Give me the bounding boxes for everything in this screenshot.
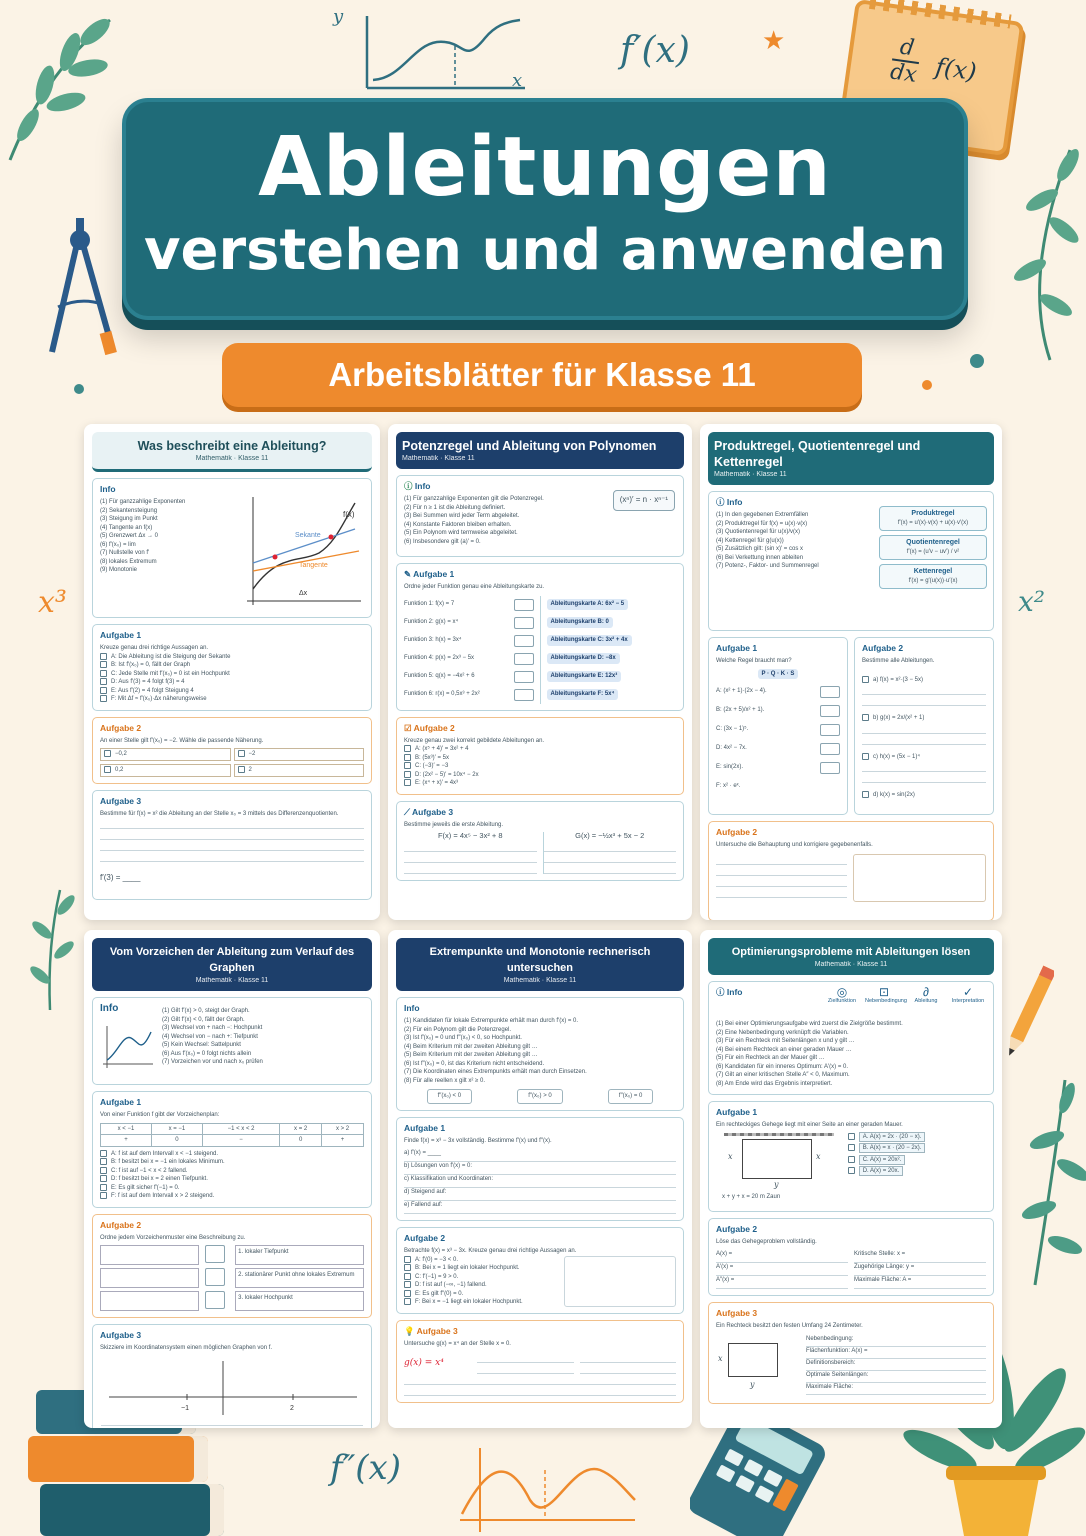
chain-rule-card — [879, 564, 987, 589]
answer-box[interactable] — [205, 1245, 225, 1263]
task-1-section: Aufgabe 1 Kreuze genau drei richtige Aussagen an. A: Die Ableitung ist die Steigung der Sekante B: Ist f′(x₀) = 0, fällt der Graph C: Jede Stelle mit f′(x₀) = 0 ist ein Hochpunkt D: Aus f′(3) = 4 folgt f(3) = 4 E: Aus f′(2) = 4 folgt Steigung 4 F: Mit Δf ≈ f′(x₀)·Δx näherungsweise — [92, 624, 372, 711]
page-title-line-2: verstehen und anwenden — [144, 218, 946, 283]
task-1-heading: Aufgabe 1 — [716, 1107, 758, 1117]
derivative-card-f[interactable]: Ableitungskarte F: 5x⁴ — [547, 689, 619, 700]
worksheet-1 — [84, 424, 380, 920]
power-rule-formula: (xⁿ)′ = n · xⁿ⁻¹ — [613, 490, 675, 511]
option-label: A. A(x) = 2x · (20 − x). — [859, 1132, 926, 1142]
answer-line[interactable]: Maximale Fläche: A = — [854, 1276, 986, 1289]
task-3-function-f: F(x) = 4x⁵ − 3x² + 8 — [437, 831, 503, 841]
rule-name: Quotientenregel — [906, 539, 960, 546]
task-1-section: Aufgabe 1 Finde f(x) = x³ − 3x vollständig. Bestimme f′(x) und f″(x). a) f′(x) = ____ b) Lösungen von f′(x) = 0: c) Klassifikation und Koordinaten: d) Steigend auf: e) Fallend auf: — [396, 1117, 684, 1222]
condition-box: f″(x₀) < 0 — [427, 1089, 472, 1104]
answer-field[interactable]: f′(3) = ____ — [100, 873, 141, 883]
task-3-heading: Aufgabe 3 — [416, 1325, 458, 1336]
checkbox[interactable] — [404, 771, 411, 778]
option-label: 2 — [248, 767, 252, 774]
checkbox[interactable] — [404, 1273, 411, 1280]
table-cell: + — [322, 1135, 364, 1147]
task-3-section: 💡 Aufgabe 3 Untersuche g(x) = x⁴ an der Stelle x = 0. g(x) = x⁴ — [396, 1320, 684, 1404]
rule-formula: f′(x) = (u′v − uv′) / v² — [906, 548, 960, 555]
option-label: D. A(x) = 20x. — [859, 1166, 904, 1176]
worksheet-4 — [84, 930, 380, 1428]
pencil-icon — [1004, 958, 1054, 1068]
condition-box: f″(x₀) > 0 — [517, 1089, 562, 1104]
graph-label-fx: f(x) — [343, 510, 355, 519]
info-heading: Info — [100, 484, 116, 494]
notebook-fx: f(x) — [933, 52, 979, 87]
sign-table — [100, 1123, 364, 1147]
option-label: D: (2x² − 5)′ = 10x⁴ − 2x — [415, 771, 479, 778]
answer-box[interactable] — [514, 635, 534, 647]
worksheet-5-subtitle: Mathematik · Klasse 11 — [503, 977, 577, 984]
dot-decor — [74, 384, 84, 394]
x-squared-label: x² — [1018, 585, 1046, 618]
answer-box[interactable] — [514, 689, 534, 701]
option-label: D: f ist auf (−∞, −1) fallend. — [415, 1282, 487, 1289]
option-label: d) k(x) = sin(2x) — [873, 792, 915, 799]
checkbox[interactable] — [104, 750, 111, 757]
rule-name: Produktregel — [911, 510, 955, 517]
answer-box[interactable] — [820, 686, 840, 698]
task-2-heading: Aufgabe 2 — [716, 1223, 758, 1234]
task-3-heading: Aufgabe 3 — [100, 795, 142, 806]
info-section: ⓘ Info (1) In den gegebenen Extremfällen (2) Produktregel für f(x) = u(x)·v(x) (3) Quotientenregel für u(x)/v(x) (4) Kettenregel für g(u(x)) (5) Zusätzlich gilt: (sin x)′ = cos x (6) Bei Verkettung innen ableiten (7) Potenz-, Faktor- und Summenregel Produktregel f′(x) = u′(x)·v(x) + u(x)·v′(x) Quotientenregel f′(x) = (u′v − uv′) / v² Kettenregel f′(x) = g′(u(x))·u′(x) — [708, 491, 994, 631]
derivative-card-c[interactable]: Ableitungskarte C: 3x² + 4x — [547, 635, 632, 646]
table-header-cell: x = 2 — [280, 1123, 322, 1135]
task-2-section: Aufgabe 2 Löse das Gehegeproblem vollständig. A(x) = A′(x) = A″(x) = Kritische Stelle: x = Zugehörige Länge: y = Maximale Fläche: A = — [708, 1218, 994, 1297]
option-label: E: sin(2x). — [716, 764, 744, 771]
task-2-section: Aufgabe 2 Bestimme alle Ableitungen. a) f(x) = x²·(3 − 5x) b) g(x) = 2x/(x² + 1) c) h(x) = (5x − 1)⁴ d) k(x) = sin(2x) — [854, 637, 994, 815]
derivative-card-e[interactable]: Ableitungskarte E: 12x³ — [547, 671, 622, 682]
info-circle-icon: ⓘ — [716, 987, 725, 997]
answer-box[interactable] — [514, 671, 534, 683]
function-3: Funktion 3: h(x) = 3x⁴ — [404, 637, 462, 644]
pencil-icon: ✎ — [404, 569, 412, 579]
table-header-cell: −1 < x < 2 — [202, 1123, 279, 1135]
task-2-section: Aufgabe 2 Betrachte f(x) = x³ − 3x. Kreuze genau drei richtige Aussagen an. A: f′(0) = −3 < 0. B: Bei x = 1 liegt ein lokaler Hochpunkt. C: f′(−1) = 9 > 0. D: f ist auf (−∞, −1) fallend. E: Es gilt f″(0) = 0. F: Bei x = −1 liegt ein lokaler Hochpunkt. — [396, 1227, 684, 1314]
task-1-heading: Aufgabe 1 — [404, 1122, 446, 1133]
checkbox[interactable] — [862, 676, 869, 683]
answer-box[interactable] — [514, 617, 534, 629]
option-label: A: (x⁵ + 4)′ = 3x² + 4 — [415, 746, 469, 753]
option-label: a) f(x) = x²·(3 − 5x) — [873, 676, 924, 683]
task-3-section: Aufgabe 3 Ein Rechteck besitzt den festen Umfang 24 Zentimeter. x y Nebenbedingung: Flächenfunktion: A(x) = Definitionsbereich: Optimale Seitenlängen: Maximale Fläche: — [708, 1302, 994, 1404]
answer-line[interactable]: Optimale Seitenlängen: — [806, 1371, 986, 1383]
table-header-cell: x < −1 — [101, 1123, 152, 1135]
info-heading: Info — [404, 1003, 420, 1013]
answer-box[interactable] — [514, 653, 534, 665]
option-label: B. A(x) = x · (20 − 2x). — [859, 1143, 926, 1153]
worksheet-3 — [700, 424, 1002, 920]
axis-graph-icon — [345, 8, 535, 98]
option-label: F: — [111, 696, 117, 703]
lightbulb-icon: 💡 — [404, 1325, 415, 1336]
dot-decor — [970, 354, 984, 368]
axis-x-label: x — [512, 70, 523, 91]
page-title: Ableitungen — [258, 120, 832, 215]
checkbox[interactable] — [238, 766, 245, 773]
option-label: D: 4x² − 7x. — [716, 745, 747, 752]
table-header-cell: x = −1 — [151, 1123, 202, 1135]
worksheet-2-subtitle: Mathematik · Klasse 11 — [402, 455, 475, 462]
checkmark-icon: ☑ — [404, 722, 412, 733]
table-cell: 0 — [280, 1135, 322, 1147]
rule-code-legend: P · Q · K · S — [758, 669, 799, 680]
quotient-rule-card — [879, 535, 987, 560]
checkbox[interactable] — [404, 1290, 411, 1297]
checkbox[interactable] — [100, 695, 107, 702]
f-prime-label: f′(x) — [620, 30, 690, 71]
checkbox[interactable] — [862, 791, 869, 798]
task-2-section: Aufgabe 2 Ordne jedem Vorzeichenmuster eine Beschreibung zu. 1. lokaler Tiefpunkt 2. stationärer Punkt ohne lokales Extremum 3. lokaler Hochpunkt — [92, 1214, 372, 1319]
option-label: B: Bei x = 1 liegt ein lokaler Hochpunkt. — [415, 1265, 520, 1272]
graph-sketch — [101, 1024, 155, 1070]
target-icon: ◎ — [836, 985, 848, 999]
checkbox[interactable] — [100, 1184, 107, 1191]
checkbox[interactable] — [848, 1167, 855, 1174]
checkbox[interactable] — [100, 1167, 107, 1174]
task-1-section: Aufgabe 1 Von einer Funktion f gibt der Vorzeichenplan: x < −1 x = −1 −1 < x < 2 x = 2 x > 2 + 0 − 0 + A: f ist auf dem Intervall x < −1 steigend. B: f besitzt bei x = −1 ein lokales Minimum. C: f ist auf −1 < x < 2 fallend. D: f besitzt bei x = 2 einen Tiefpunkt. E: Es gilt sicher f′(−1) = 0. F: f ist auf dem Intervall x > 2 steigend. — [92, 1091, 372, 1208]
option-label: D: — [111, 679, 117, 686]
task-3-section: Aufgabe 3 Bestimme für f(x) = x² die Ableitung an der Stelle x₀ = 3 mittels des Differenzenquotienten. f′(3) = ____ — [92, 790, 372, 900]
worksheet-5-title: Extrempunkte und Monotonie rechnerisch untersuchen — [429, 946, 651, 974]
rule-formula: f′(x) = g′(u(x))·u′(x) — [908, 577, 958, 584]
info-heading: Info — [726, 987, 743, 997]
worksheet-3-subtitle: Mathematik · Klasse 11 — [714, 471, 787, 478]
option-label: C: (3x − 1)⁵. — [716, 726, 749, 733]
task-3-section: Aufgabe 3 Skizziere im Koordinatensystem einen möglichen Graphen von f. −1 2 — [92, 1324, 372, 1428]
compass-icon — [40, 212, 130, 372]
checkbox[interactable] — [100, 678, 107, 685]
task-2-heading: Aufgabe 2 — [862, 643, 904, 653]
checkbox[interactable] — [848, 1133, 855, 1140]
function-1: Funktion 1: f(x) = 7 — [404, 601, 455, 608]
worksheet-3-header — [708, 432, 994, 485]
info-heading: Info — [726, 497, 743, 507]
answer-box[interactable] — [820, 705, 840, 717]
task-3-section: ⟋ Aufgabe 3 Bestimme jeweils die erste Ableitung. F(x) = 4x⁵ − 3x² + 8 G(x) = −½x³ + 5x − 2 — [396, 801, 684, 881]
answer-line[interactable]: Maximale Fläche: — [806, 1383, 986, 1395]
checkbox[interactable] — [100, 1150, 107, 1157]
task-3-heading: Aufgabe 3 — [716, 1308, 758, 1318]
function-4: Funktion 4: p(x) = 2x³ − 5x — [404, 655, 475, 662]
derivative-icon: ∂ — [923, 985, 929, 999]
table-cell: 0 — [151, 1135, 202, 1147]
worksheet-5 — [388, 930, 692, 1428]
info-heading: Info — [100, 1003, 119, 1014]
info-section: ⓘ Info ◎ Zielfunktion ⊡ Nebenbedingung ∂ Ableitung ✓ Interpretation (1) Bei einer Optimierungsaufgabe wird zuerst die Zielgröße bestimmt. (2) Eine Nebenbedingung verknüpft die Variablen. (3) Für ein Rechteck mit Seitenlängen x und y gilt … (4) Bei einem Rechteck an einer geraden Mauer … (5) Für ein Rechteck an der Mauer gilt … (6) Kandidaten für ein inneres Optimum: A′(x) = 0. (7) Gilt an einer kritischen Stelle A″ < 0, Maximum. (8) Am Ende wird das Ergebnis interpretiert. — [708, 981, 994, 1095]
answer-line[interactable]: Zugehörige Länge: y = — [854, 1263, 986, 1276]
secant-tangent-graph — [239, 493, 365, 613]
info-section: Info (1) Für ganzzahlige Exponenten (2) Sekantensteigung (3) Steigung im Punkt (4) Tangente an f(x) (5) Grenzwert Δx → 0 (6) f′(x₀) = lim (7) Nullstelle von f′ (8) lokales Extremum (9) Monotonie Sekante Tangente f(x) Δx — [92, 478, 372, 618]
bottom-curve-graph-icon — [450, 1440, 640, 1536]
checkbox[interactable] — [404, 1256, 411, 1263]
worksheet-1-subtitle: Mathematik · Klasse 11 — [195, 455, 269, 462]
checkbox[interactable] — [100, 1175, 107, 1182]
worksheet-4-subtitle: Mathematik · Klasse 11 — [195, 977, 269, 984]
step-label: Nebenbedingung — [865, 997, 907, 1004]
option-label: C: (−3)′ = −3 — [415, 763, 449, 770]
checkbox[interactable] — [100, 1158, 107, 1165]
task-3-heading: Aufgabe 3 — [100, 1330, 142, 1341]
option-label: B: (2x + 5)/x² + 1). — [716, 707, 765, 714]
option-label: 0,2 — [115, 767, 124, 774]
answer-line[interactable]: Nebenbedingung: — [806, 1335, 986, 1347]
checkbox[interactable] — [238, 750, 245, 757]
answer-box[interactable] — [514, 599, 534, 611]
option-label: B: — [111, 662, 117, 669]
table-cell: + — [101, 1135, 152, 1147]
option-label: F: Bei x = −1 liegt ein lokaler Hochpunkt. — [415, 1299, 523, 1306]
checkbox[interactable] — [848, 1144, 855, 1151]
task-1-heading: Aufgabe 1 — [100, 1097, 142, 1107]
constraint-icon: ⊡ — [878, 985, 890, 999]
task-2-heading: Aufgabe 2 — [404, 1233, 446, 1243]
info-circle-icon: ⓘ — [404, 481, 413, 491]
option-label: C: f′(−1) = 9 > 0. — [415, 1273, 459, 1280]
checkbox[interactable] — [404, 762, 411, 769]
answer-line[interactable]: A′(x) = — [716, 1263, 848, 1276]
description-card[interactable]: 2. stationärer Punkt ohne lokales Extremum — [235, 1268, 364, 1288]
axis-tick-label: 2 — [290, 1405, 294, 1413]
condition-box: f″(x₀) = 0 — [608, 1089, 653, 1104]
task-2-heading: Aufgabe 2 — [100, 722, 142, 733]
option-label: E: — [111, 687, 117, 694]
task-3-function: g(x) = x⁴ — [404, 1358, 444, 1369]
rule-formula: f′(x) = u′(x)·v(x) + u(x)·v′(x) — [897, 519, 969, 526]
leaf-branch-left-mid — [20, 885, 80, 1015]
answer-box[interactable] — [820, 762, 840, 774]
checkbox[interactable] — [862, 714, 869, 721]
task-1-heading: Aufgabe 1 — [413, 569, 455, 579]
worksheet-6 — [700, 930, 1002, 1428]
checkbox[interactable] — [404, 745, 411, 752]
checkbox[interactable] — [848, 1156, 855, 1163]
worksheet-3-title: Produktregel, Quotientenregel und Kettenregel — [714, 439, 921, 469]
option-label: c) h(x) = (5x − 1)⁴ — [873, 753, 920, 760]
f-double-prime-label: f″(x) — [330, 1448, 401, 1488]
calculator-icon — [690, 1412, 840, 1536]
worksheet-2-header — [396, 432, 684, 469]
option-label: C. A(x) = 20x². — [859, 1155, 906, 1165]
option-label: C: — [111, 670, 117, 677]
answer-line[interactable]: Kritische Stelle: x = — [854, 1250, 986, 1263]
option-label: E: Es gilt f″(0) = 0. — [415, 1290, 464, 1297]
option-label: A: — [111, 653, 117, 660]
answer-line[interactable]: Definitionsbereich: — [806, 1359, 986, 1371]
checkbox[interactable] — [404, 754, 411, 761]
worksheet-4-title: Vom Vorzeichen der Ableitung zum Verlauf des Graphen — [109, 946, 355, 974]
task-1-section: Aufgabe 1 Ein rechteckiges Gehege liegt mit einer Seite an einer geraden Mauer. x x y x + y + x = 20 m Zaun A. A(x) = 2x · (20 − x). B. A(x) = x · (20 − 2x). C. A(x) = 20x². D. A(x) = 20x. — [708, 1101, 994, 1212]
checkbox[interactable] — [100, 687, 107, 694]
function-6: Funktion 6: r(x) = 0,5x³ + 2x² — [404, 691, 480, 698]
answer-line[interactable]: A″(x) = — [716, 1276, 848, 1289]
derivative-card-a[interactable]: Ableitungskarte A: 6x² − 5 — [547, 599, 629, 610]
task-1-heading: Aufgabe 1 — [100, 630, 142, 640]
x-cubed-label: x³ — [38, 585, 67, 620]
task-3-section: Aufgabe 2 Untersuche die Behauptung und korrigiere gegebenenfalls. — [708, 821, 994, 920]
graph-label-dx: Δx — [299, 590, 308, 597]
star-icon: ★ — [762, 26, 786, 56]
checkbox[interactable] — [404, 779, 411, 786]
graph-label-sekante: Sekante — [295, 532, 321, 539]
answer-box[interactable] — [205, 1291, 225, 1309]
checkbox[interactable] — [862, 753, 869, 760]
task-1-instruction: Kreuze genau drei richtige Aussagen an. — [100, 645, 209, 651]
worksheet-6-title: Optimierungsprobleme mit Ableitungen lösen — [731, 946, 971, 958]
answer-line[interactable]: A(x) = — [716, 1250, 848, 1263]
description-card[interactable]: 1. lokaler Tiefpunkt — [235, 1245, 364, 1265]
subtitle-banner: Arbeitsblätter für Klasse 11 — [222, 343, 862, 407]
worksheet-2 — [388, 424, 692, 920]
description-card[interactable]: 3. lokaler Hochpunkt — [235, 1291, 364, 1311]
task-2-section: ☑ Aufgabe 2 Kreuze genau zwei korrekt gebildete Ableitungen an. A: (x⁵ + 4)′ = 3x² + 4 B: (5x³)′ = 5x C: (−3)′ = −3 D: (2x² − 5)′ = 10x⁴ − 2x E: (x⁴ + x)′ = 4x³ — [396, 717, 684, 795]
worksheet-1-header — [92, 432, 372, 472]
answer-area[interactable] — [853, 854, 986, 902]
checkbox[interactable] — [100, 1192, 107, 1199]
axis-tick-label: −1 — [181, 1405, 189, 1413]
worksheet-2-title: Potenzregel und Ableitung von Polynomen — [402, 439, 657, 453]
option-label: F: x² · eˣ. — [716, 783, 741, 790]
task-3-function-g: G(x) = −½x³ + 5x − 2 — [575, 831, 645, 841]
title-banner — [122, 98, 968, 320]
derivative-card-b[interactable]: Ableitungskarte B: 0 — [547, 617, 613, 628]
task-3-heading: Aufgabe 3 — [412, 806, 454, 817]
answer-line[interactable]: b) Lösungen von f′(x) = 0: — [404, 1162, 676, 1175]
info-section: ⓘ Info (1) Für ganzzahlige Exponenten gilt die Potenzregel. (2) Für n ≥ 1 ist die Ableitung definiert. (3) Bei Summen wird jeder Term abgeleitet. (4) Konstante Faktoren bleiben erhalten. (5) Ein Polynom wird termweise abgeleitet. (6) Insbesondere gilt (a)′ = 0. (xⁿ)′ = n · xⁿ⁻¹ — [396, 475, 684, 557]
option-label: b) g(x) = 2x/(x² + 1) — [873, 715, 925, 722]
step-label: Interpretation — [951, 997, 985, 1004]
worksheet-1-title: Was beschreibt eine Ableitung? — [137, 439, 327, 453]
answer-line[interactable]: Flächenfunktion: A(x) = — [806, 1347, 986, 1359]
answer-line[interactable]: c) Klassifikation und Koordinaten: — [404, 1175, 676, 1188]
task-2-section: Aufgabe 2 An einer Stelle gilt f′(x₀) = −2. Wähle die passende Näherung. −0,2 −2 0,2 2 — [92, 717, 372, 784]
fence-caption: x + y + x = 20 m Zaun — [722, 1193, 781, 1200]
derivative-card-d[interactable]: Ableitungskarte D: −8x — [547, 653, 620, 664]
checkbox[interactable] — [100, 653, 107, 660]
worksheet-6-header — [708, 938, 994, 975]
step-label: Zielfunktion — [827, 997, 857, 1004]
option-label: E: (x⁴ + x)′ = 4x³ — [415, 780, 459, 787]
option-label: −0,2 — [115, 751, 127, 758]
info-section: Info (1) Kandidaten für lokale Extrempunkte erhält man durch f′(x) = 0. (2) Für ein Polynom gilt die Potenzregel. (3) Ist f′(x₀) = 0 und f″(x₀) < 0, so Hochpunkt. (4) Beim Kriterium mit der zweiten Ableitung gilt … (5) Beim Kriterium mit der zweiten Ableitung gilt … (6) Ist f″(x₀) = 0, ist das Kriterium nicht entscheidend. (7) Die Koordinaten eines Extrempunkts erhält man durch Einsetzen. (8) Für alle reellen x gilt x² ≥ 0. f″(x₀) < 0 f″(x₀) > 0 f″(x₀) = 0 — [396, 997, 684, 1111]
worksheet-5-header — [396, 938, 684, 991]
table-header-cell: x > 2 — [322, 1123, 364, 1135]
coordinate-axis — [103, 1357, 363, 1417]
checkbox[interactable] — [104, 766, 111, 773]
answer-box[interactable] — [820, 724, 840, 736]
worksheet-4-header — [92, 938, 372, 991]
option-label: −2 — [248, 751, 256, 758]
checkbox[interactable] — [100, 661, 107, 668]
answer-line[interactable]: a) f′(x) = ____ — [404, 1149, 676, 1162]
info-heading: Info — [414, 481, 431, 491]
function-5: Funktion 5: q(x) = −4x² + 6 — [404, 673, 475, 680]
table-cell: − — [202, 1135, 279, 1147]
task-1-section: ✎ Aufgabe 1 Ordne jeder Funktion genau eine Ableitungskarte zu. Funktion 1: f(x) = 7 Funktion 2: g(x) = x⁴ Funktion 3: h(x) = 3x⁴ Funktion 4: p(x) = 2x³ − 5x Funktion 5: q(x) = −4x² + 6 Funktion 6: r(x) = 0,5x³ + 2x² Ableitungskarte A: 6x² − 5 Ableitungskarte B: 0 Ableitungskarte C: 3x² + 4x Ableitungskarte D: −8x Ableitungskarte E: 12x³ Ableitungskarte F: 5x⁴ — [396, 563, 684, 711]
checkbox[interactable] — [404, 1298, 411, 1305]
answer-area[interactable] — [564, 1256, 676, 1307]
notebook-d: d — [892, 35, 922, 64]
dot-decor — [922, 380, 932, 390]
task-3-heading: Aufgabe 2 — [716, 827, 758, 837]
product-rule-card — [879, 506, 987, 531]
answer-box[interactable] — [205, 1268, 225, 1286]
answer-box[interactable] — [820, 743, 840, 755]
leaf-branch-bottom-right — [995, 1070, 1086, 1290]
option-label: B: (5x³)′ = 5x — [415, 754, 449, 761]
worksheet-6-subtitle: Mathematik · Klasse 11 — [814, 961, 888, 968]
chart-icon: ⟋ — [404, 806, 410, 817]
task-1-heading: Aufgabe 1 — [716, 643, 758, 653]
answer-line[interactable]: d) Steigend auf: — [404, 1188, 676, 1201]
function-2: Funktion 2: g(x) = x⁴ — [404, 619, 459, 626]
axis-y-label: y — [333, 6, 344, 27]
checkbox[interactable] — [100, 670, 107, 677]
checkbox[interactable] — [404, 1281, 411, 1288]
leaf-branch-top-left — [0, 0, 130, 170]
info-section: Info (1) Gilt f′(x) > 0, steigt der Graph. (2) Gilt f′(x) < 0, fällt der Graph. (3) Wechsel von + nach −: Hochpunkt (4) Wechsel von − nach +: Tiefpunkt (5) Kein Wechsel: Sattelpunkt (6) Aus f′(x₀) = 0 folgt nichts allein (7) Vorzeichen vor und nach x₀ prüfen — [92, 997, 372, 1085]
task-2-heading: Aufgabe 2 — [100, 1219, 142, 1230]
info-circle-icon: ⓘ — [716, 497, 725, 507]
option-label: A: (x² + 1)·(2x − 4). — [716, 688, 767, 695]
leaf-branch-right — [990, 130, 1086, 370]
task-1-section: Aufgabe 1 Welche Regel braucht man? P · Q · K · S A: (x² + 1)·(2x − 4). B: (2x + 5)/x² + 1). C: (3x − 1)⁵. D: 4x² − 7x. E: sin(2x). F: x² · eˣ. — [708, 637, 848, 815]
option-label: A: f′(0) = −3 < 0. — [415, 1256, 458, 1263]
step-label: Ableitung — [914, 997, 938, 1004]
answer-line[interactable]: e) Fallend auf: — [404, 1201, 676, 1214]
notebook-dx: dx — [888, 59, 919, 88]
checkbox[interactable] — [404, 1264, 411, 1271]
task-2-heading: Aufgabe 2 — [413, 722, 455, 733]
rule-name: Kettenregel — [913, 568, 953, 575]
graph-label-tangente: Tangente — [299, 562, 328, 569]
check-icon: ✓ — [962, 985, 974, 999]
